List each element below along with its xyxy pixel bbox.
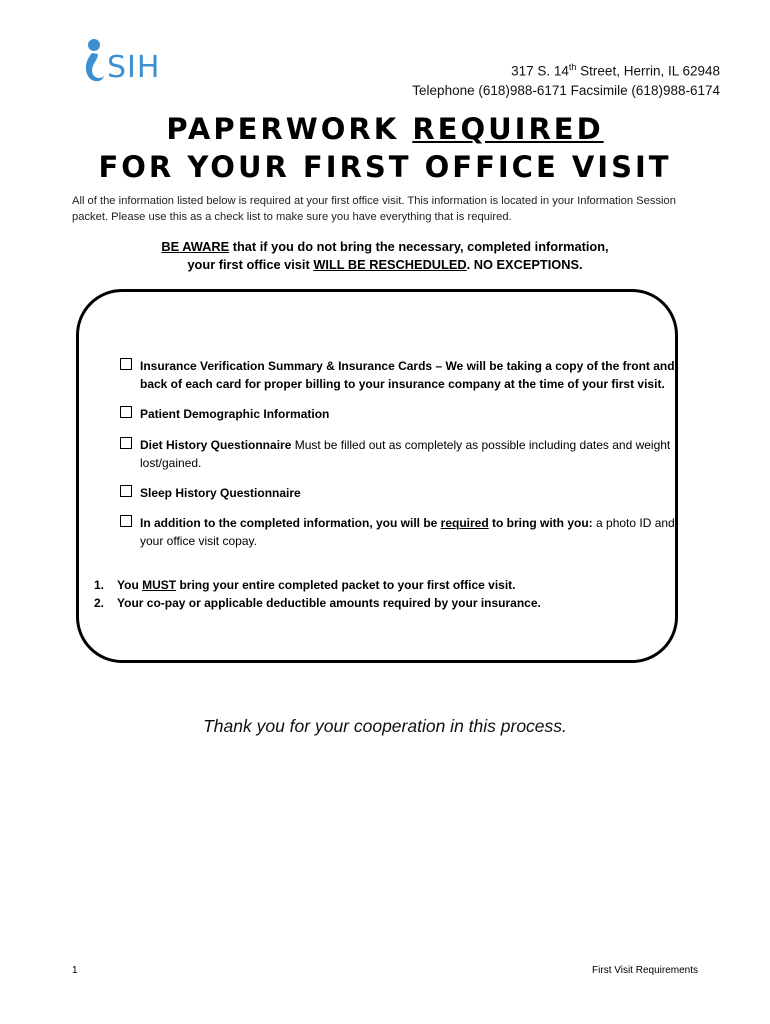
checklist-item-insurance: Insurance Verification Summary & Insurance Cards – We will be taking a copy of the front and back of each card for proper billing to your insurance company at the time of your first visit. (120, 357, 700, 393)
checkbox[interactable] (120, 406, 132, 418)
intro-paragraph: All of the information listed below is required at your first office visit. This information is located in your Information Session packet. Please use this as a check list to make sure you have everything that is required. (72, 195, 676, 223)
checkbox[interactable] (120, 358, 132, 370)
person-figure-icon (80, 38, 108, 84)
checkbox[interactable] (120, 437, 132, 449)
checkbox[interactable] (120, 515, 132, 527)
checklist-item-demographic: Patient Demographic Information (120, 405, 700, 423)
street-address: 317 S. 14th Street, Herrin, IL 62948 (511, 62, 720, 79)
page-title-line2: FOR YOUR FIRST OFFICE VISIT (98, 150, 672, 184)
page-title-line1: PAPERWORK REQUIRED (166, 112, 604, 146)
checklist-item-bring-with-you: In addition to the completed information, you will be required to bring with you: a photo ID and your office visit copay. (120, 514, 700, 550)
page-number: 1 (72, 965, 78, 976)
sih-logo (80, 38, 172, 88)
thank-you-message: Thank you for your cooperation in this process. (203, 716, 567, 736)
address-block (412, 58, 720, 100)
checklist-item-diet-history: Diet History Questionnaire Must be filled out as completely as possible including dates and weight lost/gained. (120, 436, 700, 472)
numbered-item-2: 2. Your co-pay or applicable deductible amounts required by your insurance. (94, 596, 541, 610)
warning-notice: BE AWARE that if you do not bring the necessary, completed information, your first office visit WILL BE RESCHEDULED. NO EXCEPTIONS. (161, 239, 609, 272)
logo-text: SIH (107, 50, 161, 85)
footer-label: First Visit Requirements (592, 965, 698, 976)
checklist-item-sleep-history: Sleep History Questionnaire (120, 484, 700, 502)
phone-fax: Telephone (618)988-6171 Facsimile (618)988-6174 (412, 82, 720, 98)
checkbox[interactable] (120, 485, 132, 497)
numbered-item-1: 1. You MUST bring your entire completed packet to your first office visit. (94, 578, 516, 592)
